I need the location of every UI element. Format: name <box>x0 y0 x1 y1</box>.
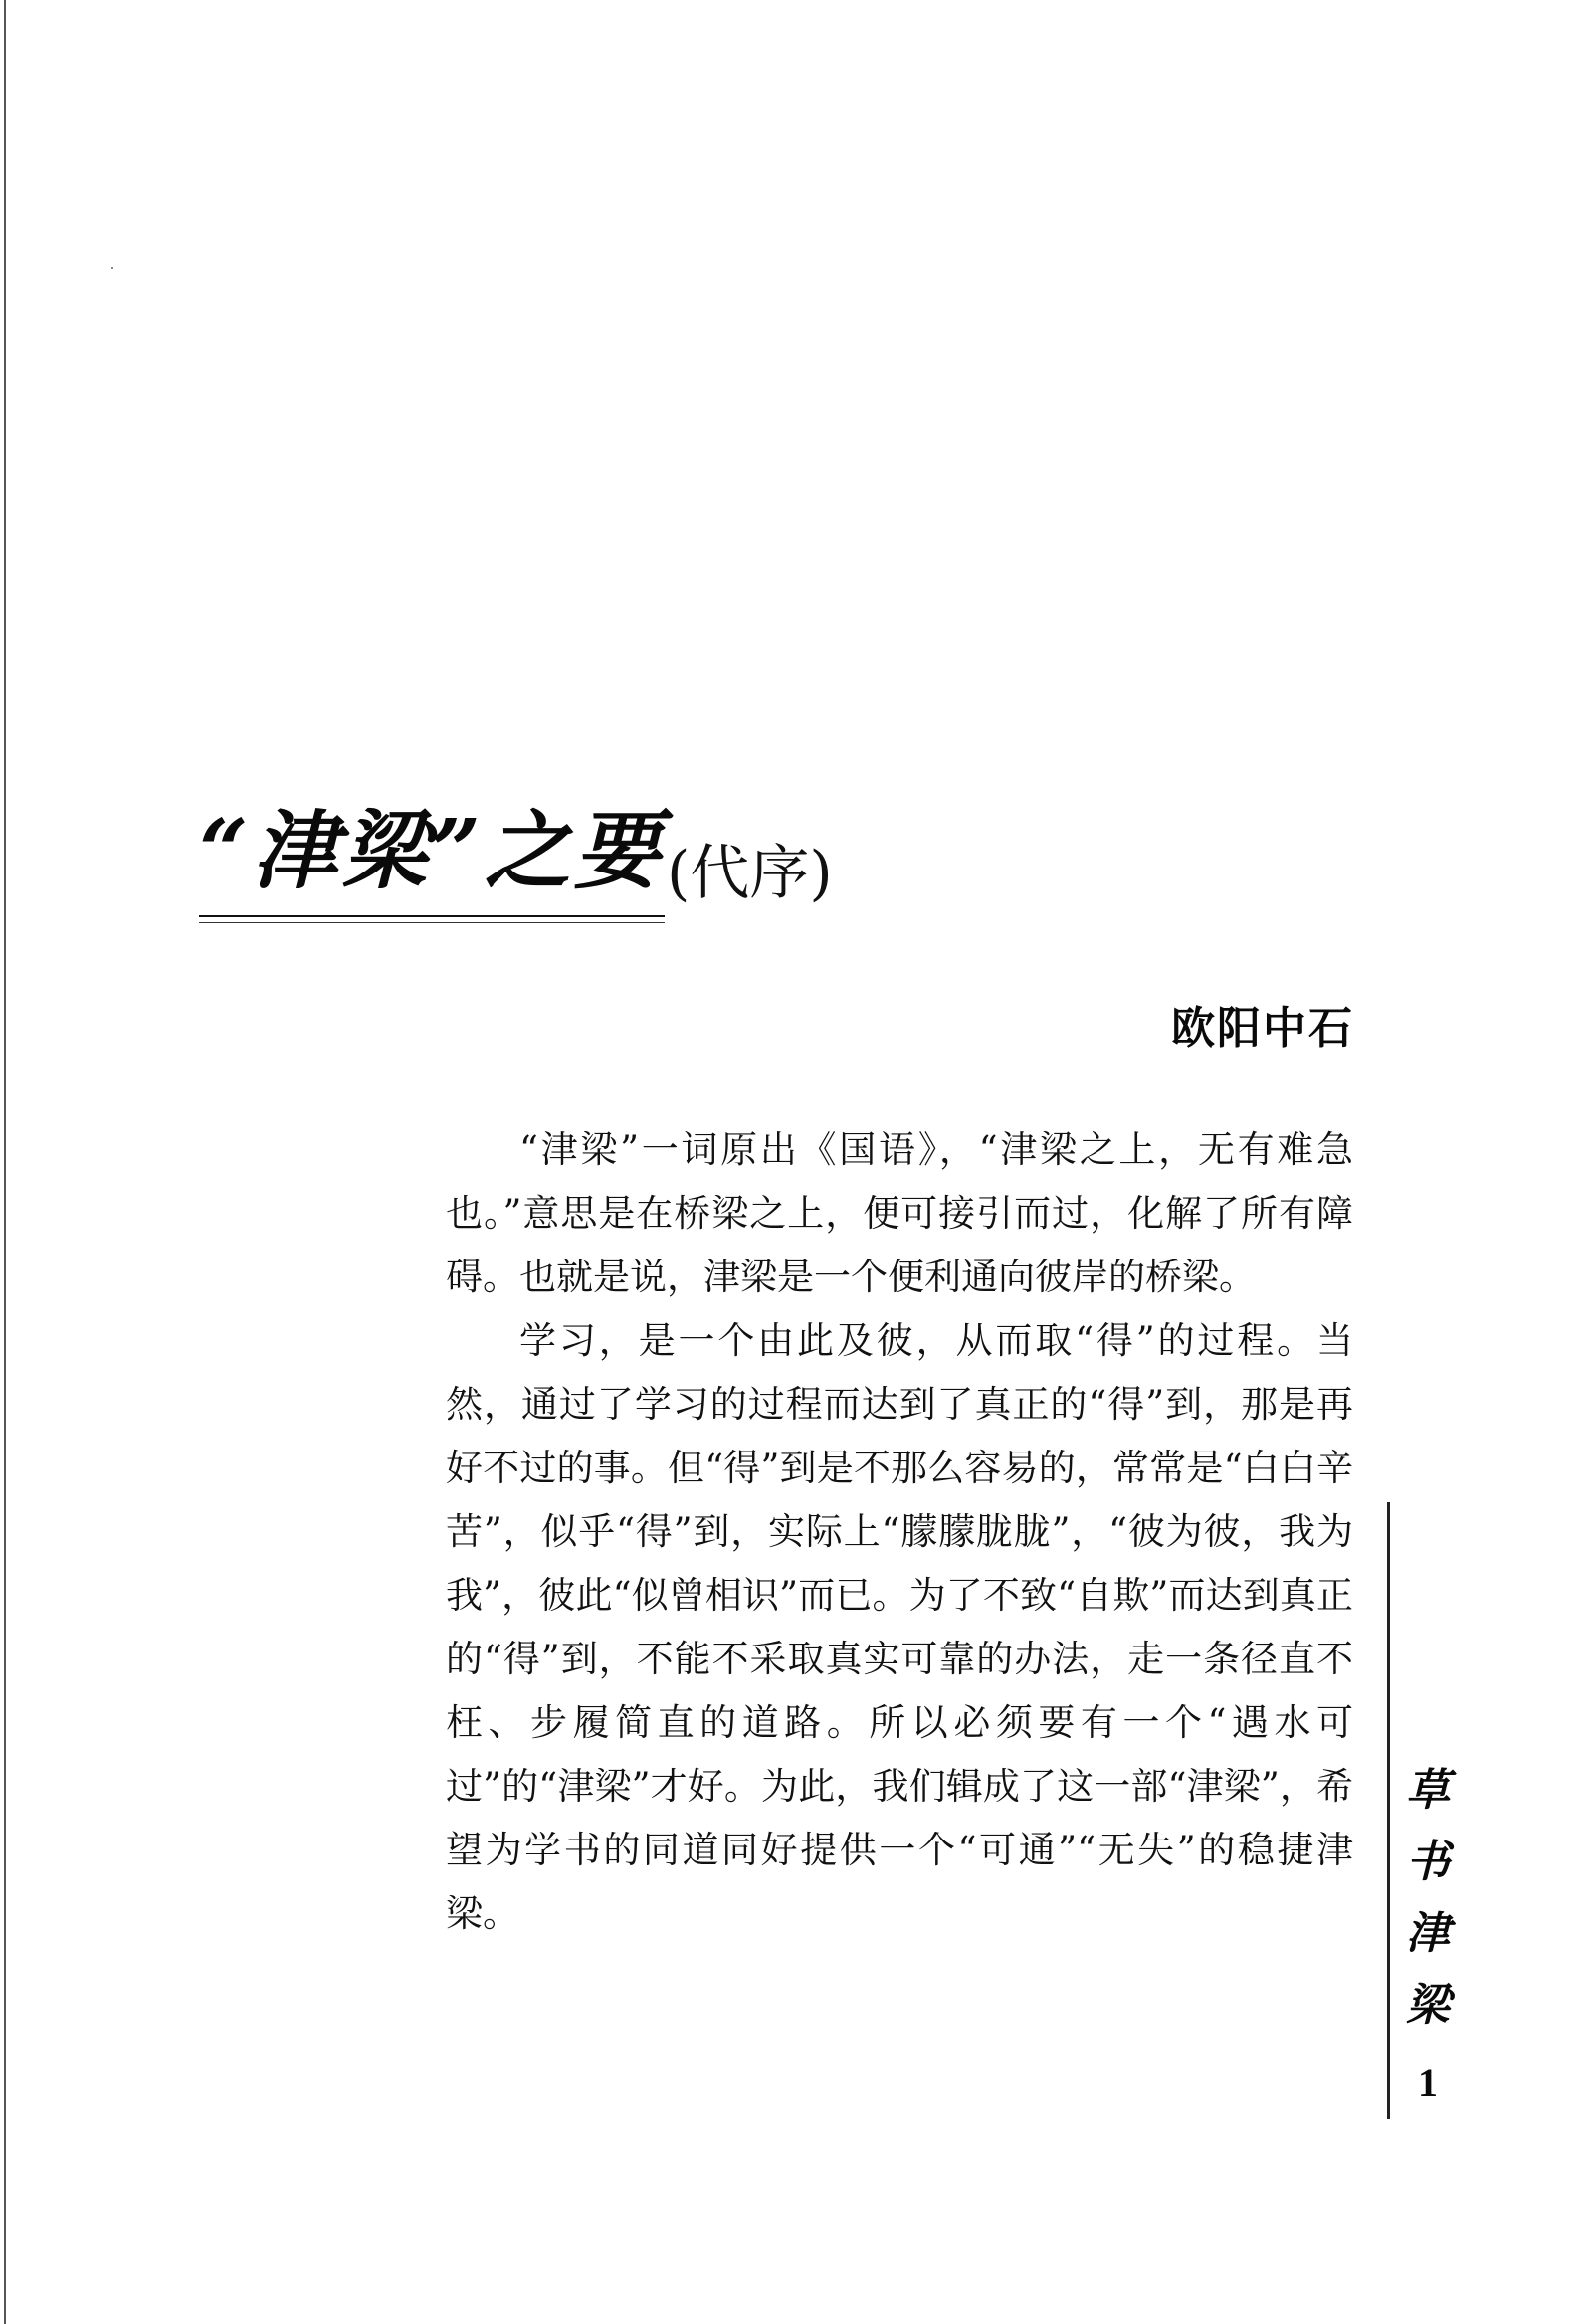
running-title-char: 梁 <box>1406 1980 1450 2031</box>
running-title-char: 草 <box>1406 1765 1450 1816</box>
page-left-border <box>4 0 6 2324</box>
title-underline <box>199 915 665 917</box>
author-name: 欧阳中石 <box>1171 1003 1354 1054</box>
body-text <box>446 1118 1353 1946</box>
title-block <box>199 802 896 941</box>
title-underline-secondary <box>199 922 665 923</box>
scan-speck <box>111 267 113 269</box>
running-book-title <box>1393 1755 1463 2041</box>
paragraph-1: “津梁”一词原出《国语》，“津梁之上，无有难急也。”意思是在桥梁之上，便可接引而过，化解了所有障碍。也就是说，津梁是一个便利通向彼岸的桥梁。 <box>446 1128 1353 1298</box>
running-title-char: 津 <box>1406 1908 1450 1959</box>
page-title: “津梁”之要 <box>199 801 664 901</box>
side-divider-line <box>1387 1502 1390 2119</box>
paragraph-2: 学习，是一个由此及彼，从而取“得”的过程。当然，通过了学习的过程而达到了真正的“得”到，那是再好不过的事。但“得”到是不那么容易的，常常是“白白辛苦”，似乎“得”到，实际上“朦朦胧胧”，“彼为彼，我为我”，彼此“似曾相识”而已。为了不致“自欺”而达到真正的“得”到，不能不采取真实可靠的办法，走一条径直不枉、步履简直的道路。所以必须要有一个“遇水可过”的“津梁”才好。为此，我们辑成了这一部“津梁”，希望为学书的同道同好提供一个“可通”“无失”的稳捷津梁。 <box>446 1319 1353 1935</box>
page-subtitle: (代序) <box>667 839 833 908</box>
page-number: 1 <box>1418 2060 1438 2105</box>
running-title-char: 书 <box>1406 1837 1450 1887</box>
